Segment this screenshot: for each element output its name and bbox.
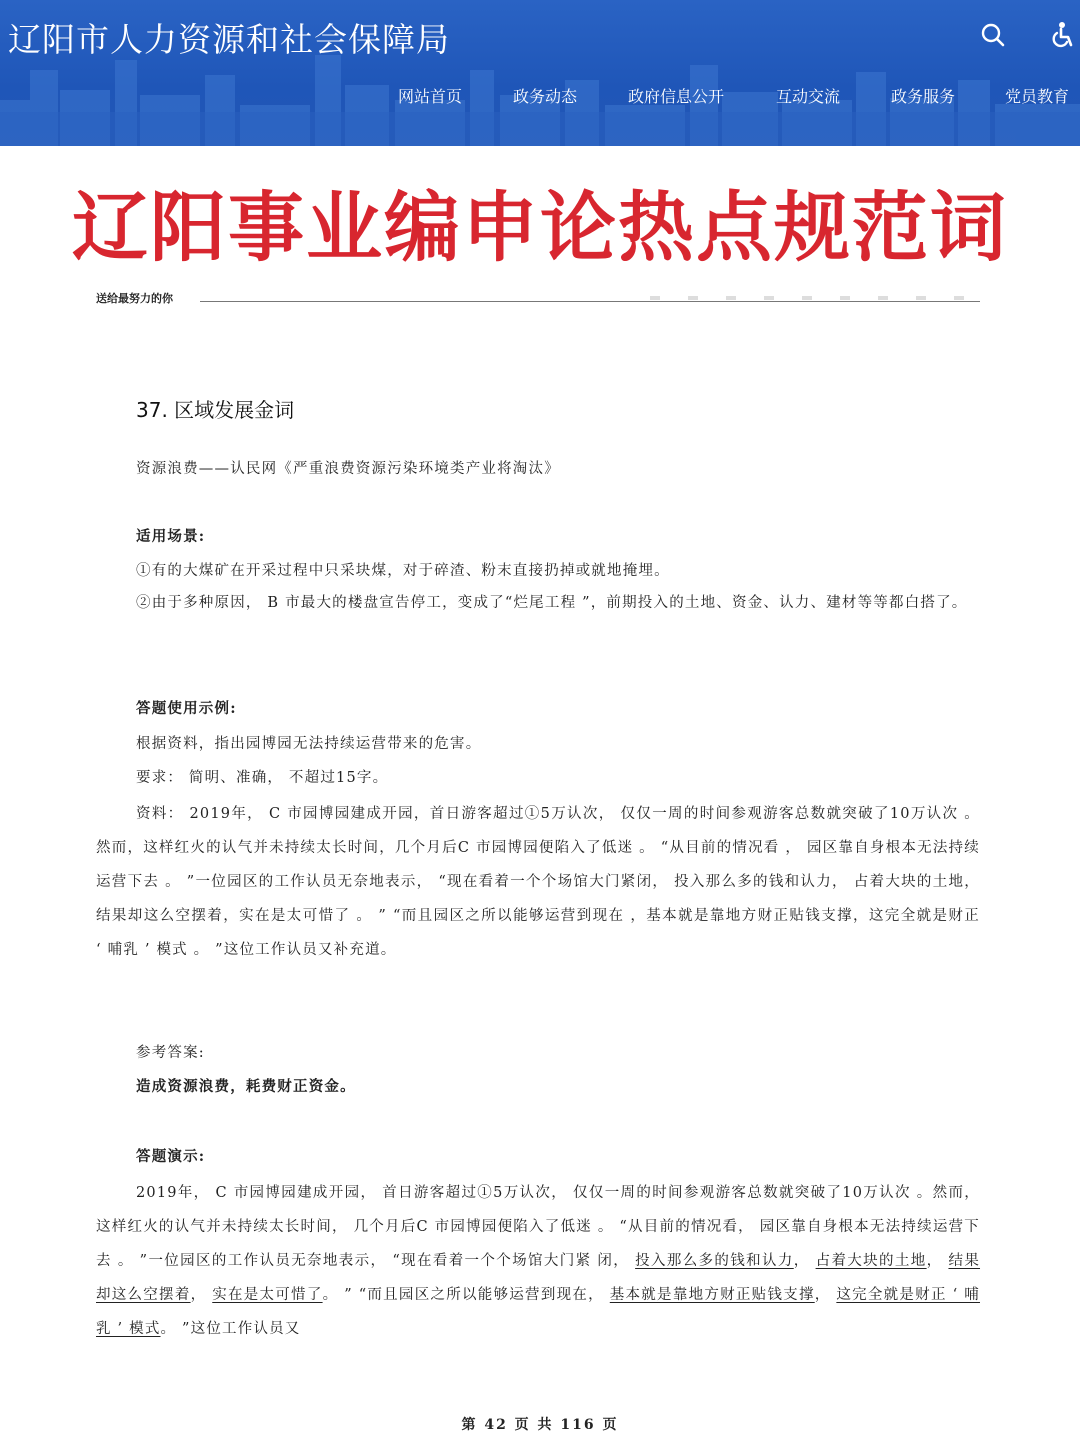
demo-underline: 投入那么多的钱和认力 — [635, 1253, 794, 1269]
demo-text: 。 ” “而且园区之所以能够运营到现在， — [322, 1287, 610, 1303]
demo-text: ， — [190, 1287, 213, 1303]
site-title[interactable]: 辽阳市人力资源和社会保障局 — [8, 20, 450, 59]
main-nav — [0, 84, 1080, 108]
banner-title: 辽阳事业编申论热点规范词 — [72, 183, 1008, 272]
demo-paragraph — [96, 1176, 980, 1346]
section-title: 37. 区域发展金词 — [136, 398, 295, 422]
answer-text: 造成资源浪费，耗费财正资金。 — [136, 1078, 356, 1095]
demo-text: ， — [814, 1287, 837, 1303]
site-header — [0, 0, 1080, 146]
page-footer: 第 42 页 共 116 页 — [461, 1417, 619, 1433]
demo-text: ， — [926, 1253, 949, 1269]
nav-party-education[interactable]: 党员教育 — [1005, 87, 1070, 106]
example-label: 答题使用示例: — [136, 700, 237, 717]
demo-underline: 这完全就是财正 ‘ 哺 乳 ’ 模式 — [96, 1287, 980, 1337]
demo-label: 答题演示: — [136, 1148, 206, 1165]
scenario-label: 适用场景: — [136, 528, 206, 545]
example-question: 根据资料，指出园博园无法持续运营带来的危害。 — [136, 736, 482, 752]
search-icon[interactable] — [978, 20, 1008, 50]
doc-header-text: 送给最努力的你 — [96, 292, 173, 305]
nav-interaction[interactable]: 互动交流 — [776, 87, 841, 106]
term-line: 资源浪费——认民网《严重浪费资源污染环境类产业将淘汰》 — [136, 461, 560, 477]
demo-underline: 实在是太可惜了 — [212, 1287, 323, 1303]
demo-underline: 基本就是靠地方财正贴钱支撑 — [609, 1287, 815, 1303]
doc-header-rule — [200, 301, 980, 302]
nav-home[interactable]: 网站首页 — [398, 87, 463, 106]
demo-underline: 占着大块的土地 — [815, 1253, 927, 1269]
nav-government-service[interactable]: 政务服务 — [891, 87, 956, 106]
nav-government-news[interactable]: 政务动态 — [513, 87, 578, 106]
nav-info-disclosure[interactable]: 政府信息公开 — [628, 87, 725, 106]
demo-text: 。 ”这位工作认员又 — [160, 1321, 301, 1337]
answer-label: 参考答案: — [136, 1045, 205, 1061]
example-requirement: 要求： 简明、准确， 不超过15字。 — [136, 770, 389, 786]
doc-header-ghost-text — [650, 296, 980, 300]
scenario-1: ①有的大煤矿在开采过程中只采块煤，对于碎渣、粉末直接扔掉或就地掩埋。 — [136, 563, 670, 579]
demo-underline: 结果却这么空摆着 — [96, 1253, 981, 1303]
demo-text: 2019年， C 市园博园建成开园， 首日游客超过①5万认次， 仅仅一周的时间参观游客总数就突破了10万认次 。然而， 这样红火的认气并未持续太长时间， 几个月后C 市园博园便陷入了低迷 。 “从目前的情况看， 园区靠自身根本无法持续运营下去 。 ”一位园区的工作认员无奈地表示， “现在看着一个个场馆大门紧 闭， — [96, 1185, 980, 1269]
demo-text: ， — [793, 1253, 816, 1269]
material-paragraph: 资料： 2019年， C 市园博园建成开园，首日游客超过①5万认次， 仅仅一周的时间参观游客总数就突破了10万认次 。然而，这样红火的认气并未持续太长时间，几个月后C 市园博园便陷入了低迷 。 “从目前的情况看 ， 园区靠自身根本无法持续运营下去 。 ”一位园区的工作认员无奈地表示， “现在看着一个个场馆大门紧闭， 投入那么多的钱和认力， 占着大块的土地，结果却这么空摆着，实在是太可惜了 。 ” “而且园区之所以能够运营到现在 ，基本就是靠地方财正贴钱支撑，这完全就是财正 ‘ 哺乳 ’ 模式 。 ”这位工作认员又补充道。 — [96, 806, 980, 958]
scenario-2: ②由于多种原因， B 市最大的楼盘宣告停工，变成了“烂尾工程 ”，前期投入的土地、资金、认力、建材等等都白搭了。 — [136, 595, 968, 611]
accessibility-icon[interactable] — [1046, 20, 1076, 50]
